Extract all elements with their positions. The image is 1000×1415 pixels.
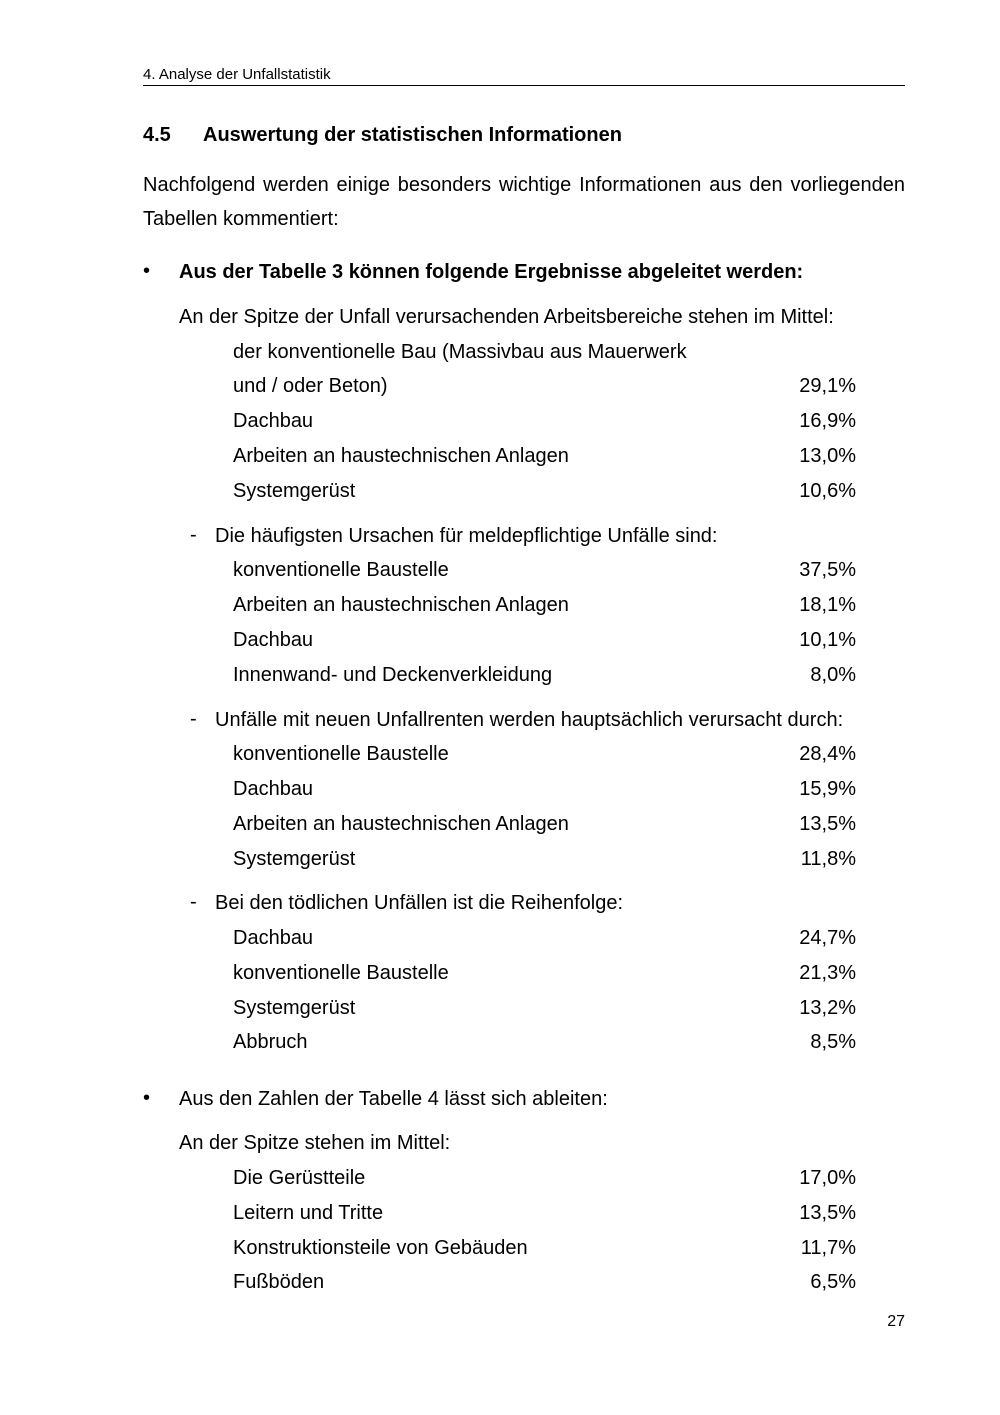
list-item-label: Dachbau — [233, 410, 314, 432]
list-item-value: 10,6% — [799, 480, 856, 502]
dash-icon: - — [190, 891, 197, 913]
list-item-label: der konventionelle Bau (Massivbau aus Mauerwerk — [233, 341, 687, 363]
list-item-label: Dachbau — [233, 927, 314, 949]
list-item-value: 6,5% — [810, 1271, 856, 1293]
list-item-label: Dachbau — [233, 629, 314, 651]
list-item-value: 37,5% — [799, 559, 856, 581]
intro-paragraph: Nachfolgend werden einige besonders wichtige Informationen aus den vorliegenden Tabellen kommentiert: — [143, 174, 905, 230]
list-item-label: Konstruktionsteile von Gebäuden — [233, 1237, 528, 1259]
section-number: 4.5 — [143, 124, 171, 146]
list-item-value: 13,2% — [799, 997, 856, 1019]
list-item-label: Arbeiten an haustechnischen Anlagen — [233, 594, 569, 616]
group-intro: Die häufigsten Ursachen für meldepflichtige Unfälle sind: — [215, 525, 718, 547]
list-item-value: 13,0% — [799, 445, 856, 467]
list-item-label: Systemgerüst — [233, 997, 356, 1019]
bullet1-heading: Aus der Tabelle 3 können folgende Ergebnisse abgeleitet werden: — [179, 261, 804, 283]
bullet-icon: • — [143, 260, 151, 282]
list-item-label: und / oder Beton) — [233, 375, 388, 397]
list-item-value: 29,1% — [799, 375, 856, 397]
list-item-value: 10,1% — [799, 629, 856, 651]
list-item-label: Dachbau — [233, 778, 314, 800]
list-item-label: konventionelle Baustelle — [233, 962, 449, 984]
list-item-value: 16,9% — [799, 410, 856, 432]
list-item-value: 28,4% — [799, 743, 856, 765]
list-item-value: 15,9% — [799, 778, 856, 800]
dash-icon: - — [190, 524, 197, 546]
group-intro: Bei den tödlichen Unfällen ist die Reihenfolge: — [215, 892, 624, 914]
bullet2-heading: Aus den Zahlen der Tabelle 4 lässt sich ableiten: — [179, 1088, 608, 1110]
list-item-label: Die Gerüstteile — [233, 1167, 366, 1189]
list-item-value: 17,0% — [799, 1167, 856, 1189]
section-title: Auswertung der statistischen Informationen — [203, 124, 622, 146]
list-item-value: 24,7% — [799, 927, 856, 949]
list-item-value: 11,7% — [800, 1237, 856, 1259]
list-item-label: Innenwand- und Deckenverkleidung — [233, 664, 553, 686]
bullet1-lead: An der Spitze der Unfall verursachenden Arbeitsbereiche stehen im Mittel: — [179, 306, 834, 328]
list-item-label: Systemgerüst — [233, 480, 356, 502]
list-item-label: konventionelle Baustelle — [233, 559, 449, 581]
list-item-value: 18,1% — [799, 594, 856, 616]
list-item-value: 11,8% — [800, 848, 856, 870]
list-item-value: 13,5% — [799, 813, 856, 835]
list-item-value: 8,5% — [810, 1031, 856, 1053]
page-number: 27 — [887, 1313, 905, 1330]
dash-icon: - — [190, 708, 197, 730]
bullet2-lead: An der Spitze stehen im Mittel: — [179, 1132, 451, 1154]
group-intro: Unfälle mit neuen Unfallrenten werden hauptsächlich verursacht durch: — [215, 709, 844, 731]
list-item-value: 13,5% — [799, 1202, 856, 1224]
section-heading — [143, 124, 622, 147]
list-item-label: Arbeiten an haustechnischen Anlagen — [233, 813, 569, 835]
list-item-value: 21,3% — [799, 962, 856, 984]
list-item-label: Leitern und Tritte — [233, 1202, 384, 1224]
list-item-label: Abbruch — [233, 1031, 308, 1053]
list-item-label: Systemgerüst — [233, 848, 356, 870]
list-item-label: Arbeiten an haustechnischen Anlagen — [233, 445, 569, 467]
list-item-label: konventionelle Baustelle — [233, 743, 449, 765]
running-header: 4. Analyse der Unfallstatistik — [143, 66, 905, 86]
list-item-label: Fußböden — [233, 1271, 325, 1293]
bullet-icon: • — [143, 1087, 151, 1109]
list-item-value: 8,0% — [810, 664, 856, 686]
